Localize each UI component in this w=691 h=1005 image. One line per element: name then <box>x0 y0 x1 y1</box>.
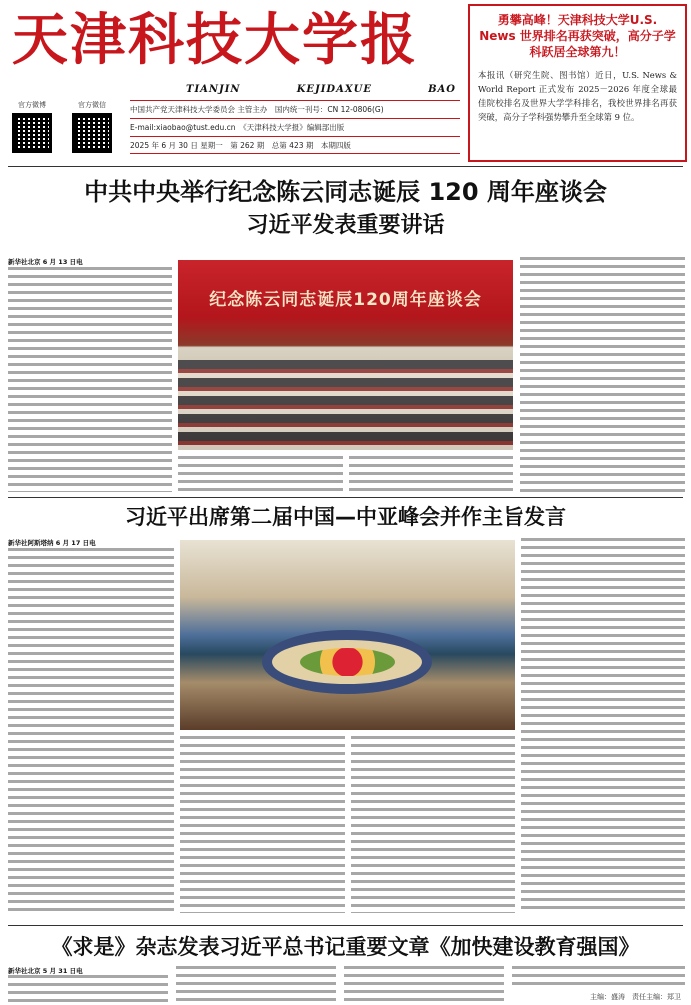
article-3-title[interactable]: 《求是》杂志发表习近平总书记重要文章《加快建设教育强国》 <box>51 935 640 959</box>
promo-headline[interactable]: 勇攀高峰！天津科技大学U.S. News 世界排名再获突破，高分子学科跃居全球第九！ <box>479 13 676 59</box>
article-2-column-mid-right <box>351 736 515 913</box>
promo-body: 本报讯（研究生院、图书馆）近日，U.S. News & World Report 正式发布 2025－2026 年度全球最佳院校排名及世界大学学科排名，我校世界排名再获突破，高分子学科强势攀升至全球第 9 位。 <box>478 70 677 122</box>
weibo-qr-code-icon[interactable] <box>12 113 52 153</box>
pinyin-3: BAO <box>428 84 456 95</box>
article-1-column-left <box>8 267 172 492</box>
article-1-dateline: 新华社北京 6 月 13 日电 <box>8 258 83 266</box>
article-1-photo <box>178 260 513 450</box>
divider <box>8 925 683 926</box>
article-1-photo-banner: 纪念陈云同志诞辰120周年座谈会 <box>209 290 482 310</box>
article-3-column-1 <box>8 975 168 1003</box>
article-2-column-mid-left <box>180 736 345 913</box>
weibo-qr-label: 官方微博 <box>18 101 46 109</box>
divider <box>8 497 683 498</box>
publication-info <box>130 100 460 154</box>
wechat-qr-block[interactable] <box>70 100 114 153</box>
article-2-column-left <box>8 548 174 913</box>
info-line-contact: E-mail:xiaobao@tust.edu.cn 《天津科技大学报》编辑部出版 <box>130 118 460 136</box>
pinyin-line <box>186 84 456 95</box>
pinyin-1: TIANJIN <box>186 84 241 95</box>
article-2-column-right <box>521 538 685 913</box>
article-3-column-4 <box>512 966 685 990</box>
article-1-title-line-1[interactable]: 中共中央举行纪念陈云同志诞辰 120 周年座谈会 <box>84 178 607 206</box>
table-flowers <box>300 648 395 676</box>
article-1-caption-text <box>178 456 343 496</box>
article-3-column-3 <box>344 966 504 1003</box>
article-1-title-line-2[interactable]: 习近平发表重要讲话 <box>246 213 445 238</box>
wechat-qr-code-icon[interactable] <box>72 113 112 153</box>
article-3-column-2 <box>176 966 336 1003</box>
article-2-dateline: 新华社阿斯塔纳 6 月 17 日电 <box>8 539 96 547</box>
divider <box>8 166 683 167</box>
article-2-title[interactable]: 习近平出席第二届中国—中亚峰会并作主旨发言 <box>125 505 566 529</box>
newspaper-logo: 天津科技大学报 <box>12 7 418 73</box>
audience-rows <box>178 360 513 450</box>
wechat-qr-label: 官方微信 <box>78 101 106 109</box>
promo-box[interactable] <box>468 4 687 162</box>
info-line-publisher: 中国共产党天津科技大学委员会 主管主办 国内统一刊号：CN 12-0806(G) <box>130 100 460 118</box>
pinyin-2: KEJIDAXUE <box>296 84 372 95</box>
weibo-qr-block[interactable] <box>10 100 54 153</box>
article-2-photo <box>180 540 515 730</box>
info-line-issue-date: 2025 年 6 月 30 日 星期一 第 262 期 总第 423 期 本期四版 <box>130 136 460 154</box>
article-3-dateline: 新华社北京 5 月 31 日电 <box>8 967 83 975</box>
article-1-column-right <box>520 257 685 492</box>
editor-credit: 主编：盛涛 责任主编：郑卫 <box>590 993 681 1001</box>
article-1-column-mid <box>349 456 513 496</box>
masthead <box>8 4 460 162</box>
